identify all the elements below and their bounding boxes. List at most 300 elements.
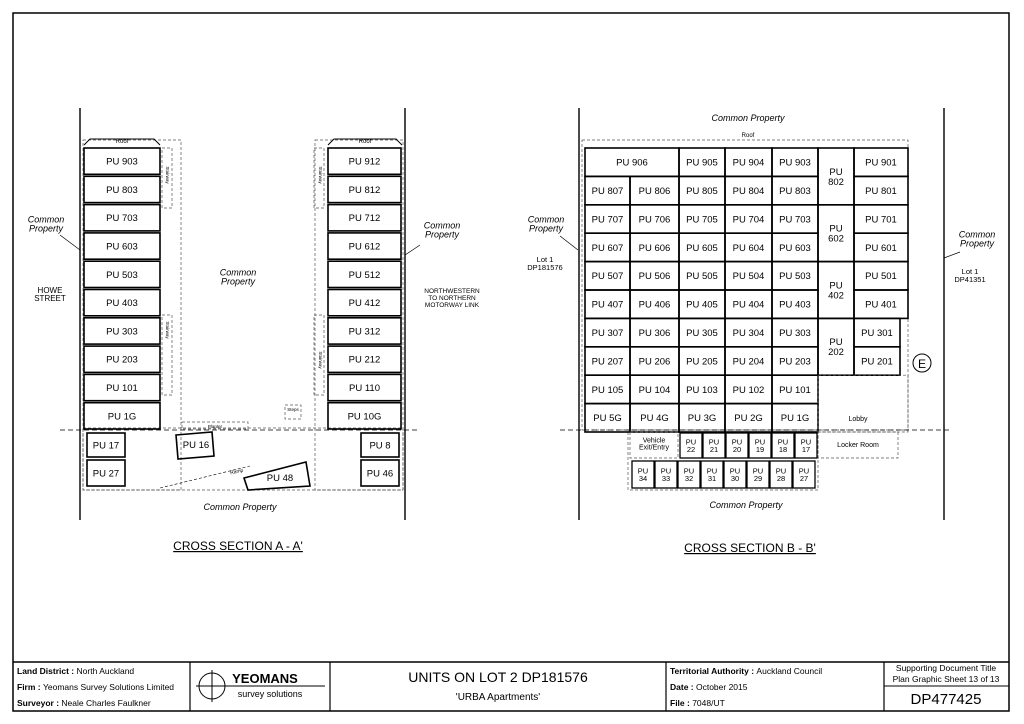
unit-b-pu-704-label: [733, 214, 765, 225]
unit-b-tall-0-label: [828, 167, 844, 188]
unit-b-rowg-1-label: [640, 413, 669, 424]
file-key: File :: [670, 698, 693, 708]
b-lot-left-line: Lot 1: [536, 255, 554, 265]
b-roof-label-line: Roof: [741, 133, 755, 139]
unit-pu-110-label: [349, 383, 380, 394]
parking-lower-6-label: [776, 466, 786, 483]
parking-lower-6-label-line: 28: [776, 474, 786, 484]
firm: [17, 682, 174, 692]
b-lot-right: [954, 267, 985, 284]
unit-b-pu-305-label-line: PU 305: [686, 328, 718, 340]
motorway-label-line: MOTORWAY LINK: [424, 301, 480, 309]
unit-b-tall-0-label-line: 802: [828, 176, 844, 188]
unit-pu-101-label: [106, 383, 138, 394]
unit-b-pu-301-label-line: PU 301: [861, 328, 893, 340]
unit-b-pu-407-label: [592, 300, 624, 311]
cross-section-b: [527, 108, 995, 555]
unit-pu-403-label: [106, 298, 138, 309]
stairway-label-2-line: Stairway: [318, 166, 323, 184]
unit-b-top-0-label: [616, 158, 648, 169]
file: [670, 698, 725, 708]
unit-b-pu-705-label-line: PU 705: [686, 214, 718, 226]
parking-lower-6-label-line: PU: [775, 466, 787, 476]
land-district: [17, 666, 134, 676]
unit-pu-101-label-line: PU 101: [106, 382, 138, 394]
unit-b-pu-304-label: [733, 328, 765, 339]
unit-b-top-4-label-line: PU 901: [865, 157, 897, 169]
leader-right: [405, 245, 420, 255]
section-a-caption-line: CROSS SECTION A - A': [173, 539, 303, 553]
unit-b-pu-207-label-line: PU 207: [591, 356, 624, 368]
unit-pu-612-label: [349, 241, 381, 252]
parking-upper-4-label: [778, 437, 788, 454]
unit-b-rowg-4-label-line: PU 1G: [780, 413, 810, 425]
unit-b-pu-205-label: [686, 356, 718, 367]
unit-pu-312-label-line: PU 312: [348, 326, 381, 338]
unit-b-pu-203-label-line: PU 203: [779, 356, 811, 368]
b-common-top-line: Common Property: [711, 113, 785, 123]
unit-b-pu-804-label: [733, 186, 765, 197]
unit-b-pu-307-label: [592, 328, 624, 339]
unit-pu-903-label-line: PU 903: [106, 156, 138, 168]
unit-pu-803-label: [106, 185, 138, 196]
unit-b-pu-406-label: [639, 300, 671, 311]
surveyor-key: Surveyor :: [17, 698, 62, 708]
unit-b-pu-705-label: [686, 214, 718, 225]
logo-sub-line: survey solutions: [237, 689, 303, 699]
easement-label: [918, 357, 926, 371]
land-district-value: North Auckland: [76, 666, 135, 676]
ramp-label-line: Ramp: [229, 467, 244, 477]
unit-pu-812-label-line: PU 812: [348, 184, 381, 196]
parking-upper-3-label-line: 19: [755, 445, 765, 455]
cross-section-a: [28, 108, 480, 553]
unit-b-top-3-label-line: PU 903: [779, 157, 811, 169]
roof-right-label-line: Roof: [358, 139, 372, 145]
unit-pu-8-label: [369, 440, 390, 451]
unit-pu-503-label-line: PU 503: [106, 269, 138, 281]
unit-b-pu-707-label: [592, 214, 624, 225]
unit-b-row1-2-label-line: PU 103: [686, 384, 718, 396]
unit-b-pu-601-label-line: PU 601: [865, 242, 897, 254]
parking-upper-2-label-line: PU: [731, 437, 743, 447]
unit-b-pu-404-label: [733, 300, 765, 311]
vehicle-label: [639, 437, 669, 451]
b-leader-left: [560, 236, 578, 250]
unit-b-tall-0-label-line: PU: [829, 166, 843, 178]
unit-pu-512-label: [349, 270, 381, 281]
parking-lower-7-label-line: PU: [798, 466, 810, 476]
unit-b-pu-205-label-line: PU 205: [686, 356, 718, 368]
unit-pu-48-label-line: PU 48: [266, 473, 294, 484]
b-common-bottom-line: Common Property: [709, 500, 783, 510]
parking-upper-5-label-line: 17: [801, 445, 811, 455]
unit-pu-803-label-line: PU 803: [106, 184, 138, 196]
parking-upper-5-label: [801, 437, 811, 454]
unit-b-pu-801-label: [865, 186, 897, 197]
unit-pu-212-label: [349, 355, 381, 366]
common-property-center-line: Property: [220, 276, 256, 287]
unit-b-pu-207-label: [592, 356, 624, 367]
doc-title-line: Supporting Document Title: [895, 663, 997, 673]
unit-b-pu-806-label: [639, 186, 671, 197]
unit-b-tall-3-label: [828, 337, 844, 358]
unit-pu-403-label-line: PU 403: [106, 298, 138, 310]
unit-b-pu-401-label-line: PU 401: [865, 299, 897, 311]
unit-pu-612-label-line: PU 612: [348, 241, 381, 253]
roof-right-label: [359, 139, 372, 145]
b-common-left-line: Property: [528, 223, 564, 234]
stairway-label-0-line: Stairway: [165, 166, 170, 184]
b-lot-right-line: Lot 1: [961, 267, 979, 277]
howe-street-label: [34, 286, 66, 303]
parking-lower-4-label: [730, 466, 740, 483]
unit-b-pu-503-label: [779, 271, 811, 282]
date: [670, 682, 748, 692]
unit-b-pu-406-label-line: PU 406: [638, 299, 671, 311]
unit-b-pu-403-label-line: PU 403: [779, 299, 811, 311]
parking-lower-5-label: [753, 466, 763, 483]
unit-b-pu-805-label: [686, 186, 718, 197]
common-property-left-line: Common: [27, 214, 65, 225]
parking-upper-3-label-line: PU: [754, 437, 766, 447]
unit-b-pu-206-label-line: PU 206: [638, 356, 671, 368]
unit-b-pu-506-label: [639, 271, 671, 282]
unit-pu-10g-label: [348, 411, 382, 422]
parking-lower-0-label: [638, 466, 648, 483]
unit-b-pu-504-label-line: PU 504: [732, 271, 765, 283]
unit-pu-503-label: [106, 270, 138, 281]
unit-pu-27-label-line: PU 27: [92, 468, 120, 480]
b-common-right: [959, 229, 996, 248]
unit-b-pu-206-label: [639, 356, 671, 367]
unit-b-top-0-label-line: PU 906: [616, 157, 648, 169]
b-common-bottom: [709, 500, 783, 510]
unit-b-pu-204-label: [733, 356, 765, 367]
unit-b-pu-605-label: [686, 243, 718, 254]
unit-b-pu-504-label: [733, 271, 765, 282]
parking-lower-0-label-line: 34: [638, 474, 648, 484]
unit-pu-812-label: [349, 185, 381, 196]
doc-title: [896, 663, 996, 673]
logo-sub: [238, 689, 303, 699]
common-property-left-line: Property: [28, 223, 64, 234]
motorway-label-line: NORTHWESTERN: [424, 288, 480, 296]
motorway-label-line: TO NORTHERN: [428, 295, 476, 302]
unit-b-pu-704-label-line: PU 704: [732, 214, 765, 226]
steps-label-line: Steps: [287, 407, 299, 412]
parking-lower-1-label-line: 33: [661, 474, 671, 484]
unit-pu-10g-label-line: PU 10G: [347, 411, 382, 423]
unit-pu-412-label-line: PU 412: [348, 298, 381, 310]
unit-b-top-1-label-line: PU 905: [686, 157, 718, 169]
title-block: [13, 662, 1009, 711]
unit-b-pu-301-label: [861, 328, 893, 339]
unit-b-pu-607-label-line: PU 607: [591, 242, 624, 254]
parking-lower-3-label-line: PU: [706, 466, 718, 476]
unit-b-pu-507-label: [592, 271, 624, 282]
parking-upper-2-label-line: 20: [732, 445, 742, 455]
common-property-center-line: Common: [219, 267, 257, 278]
ramp-label: [230, 468, 245, 477]
unit-b-row1-0-label: [592, 385, 624, 396]
common-property-center: [220, 267, 257, 286]
land-district-key: Land District :: [17, 666, 77, 676]
planter-label-line: Planter: [207, 424, 223, 429]
unit-b-rowg-2-label: [688, 413, 717, 424]
unit-b-pu-503-label-line: PU 503: [779, 271, 811, 283]
section-b-caption: [684, 541, 816, 555]
unit-b-pu-204-label-line: PU 204: [732, 356, 765, 368]
unit-b-pu-607-label: [592, 243, 624, 254]
roof-left-label: [116, 139, 129, 145]
parking-upper-4-label-line: 18: [778, 445, 788, 455]
parking-upper-4-label-line: PU: [777, 437, 789, 447]
unit-b-pu-505-label: [686, 271, 718, 282]
firm-value: Yeomans Survey Solutions Limited: [42, 682, 175, 692]
unit-b-pu-804-label-line: PU 804: [732, 186, 765, 198]
unit-b-pu-307-label-line: PU 307: [591, 328, 624, 340]
unit-b-pu-404-label-line: PU 404: [732, 299, 765, 311]
date-value: October 2015: [695, 682, 748, 692]
parking-upper-1-label: [709, 437, 719, 454]
parking-upper-2-label: [732, 437, 742, 454]
unit-pu-412-label: [349, 298, 381, 309]
vehicle-label-line: Vehicle: [642, 437, 666, 445]
parking-lower-2-label-line: PU: [683, 466, 695, 476]
unit-b-pu-305-label: [686, 328, 718, 339]
common-property-right: [424, 220, 461, 239]
unit-b-tall-2-label-line: 402: [828, 290, 844, 302]
stairway-label-3-line: Stairway: [318, 351, 323, 369]
b-lot-right-line: DP41351: [954, 274, 986, 284]
unit-b-tall-3-label-line: 202: [828, 347, 844, 359]
unit-b-pu-401-label: [865, 300, 897, 311]
locker-room-label: [837, 442, 879, 449]
parking-upper-0-label-line: 22: [686, 445, 696, 455]
b-lot-left-line: DP181576: [527, 262, 563, 272]
unit-b-pu-601-label: [865, 243, 897, 254]
unit-pu-48-label: [267, 473, 293, 484]
unit-b-rowg-0-label-line: PU 5G: [593, 413, 622, 425]
unit-pu-17-label-line: PU 17: [92, 440, 120, 452]
parking-lower-5-label-line: PU: [752, 466, 764, 476]
basement-envelope: [83, 428, 403, 490]
unit-b-row1-1-label-line: PU 104: [638, 384, 671, 396]
unit-b-row1-3-label-line: PU 102: [732, 384, 765, 396]
plan-title: [408, 669, 588, 685]
parking-lower-5-label-line: 29: [753, 474, 763, 484]
logo-name: [232, 671, 298, 686]
unit-b-rowg-3-label: [734, 413, 763, 424]
easement-label-line: E: [917, 357, 927, 371]
unit-pu-703-label-line: PU 703: [106, 213, 138, 225]
unit-b-pu-701-label-line: PU 701: [865, 214, 897, 226]
howe-street-label-line: HOWE: [37, 285, 63, 295]
stairway-label-1-line: Stairway: [165, 321, 170, 339]
unit-b-pu-407-label-line: PU 407: [591, 299, 624, 311]
unit-b-pu-606-label-line: PU 606: [638, 242, 671, 254]
b-common-left: [528, 214, 565, 233]
unit-b-top-2-label-line: PU 904: [732, 157, 765, 169]
unit-b-row1-4-label-line: PU 101: [779, 384, 811, 396]
unit-b-pu-201-label-line: PU 201: [861, 356, 893, 368]
unit-b-pu-806-label-line: PU 806: [638, 186, 671, 198]
unit-b-pu-706-label: [639, 214, 671, 225]
section-a-caption: [173, 539, 303, 553]
b-common-top: [711, 113, 785, 123]
unit-pu-203-label-line: PU 203: [106, 354, 138, 366]
unit-b-pu-303-label-line: PU 303: [779, 328, 811, 340]
firm-key: Firm :: [17, 682, 43, 692]
common-property-bottom: [203, 502, 277, 512]
unit-pu-27-label: [93, 468, 119, 479]
unit-b-top-2-label: [733, 158, 765, 169]
unit-pu-603-label-line: PU 603: [106, 241, 138, 253]
unit-b-pu-501-label-line: PU 501: [865, 271, 897, 283]
unit-b-pu-605-label-line: PU 605: [686, 242, 718, 254]
unit-b-tall-1-label-line: 602: [828, 233, 844, 245]
unit-b-pu-606-label: [639, 243, 671, 254]
unit-pu-46-label: [367, 468, 393, 479]
logo-name-line: YEOMANS: [232, 671, 298, 686]
territorial-authority: [670, 666, 822, 676]
sheet-note-line: Plan Graphic Sheet 13 of 13: [892, 674, 1000, 684]
unit-b-pu-506-label-line: PU 506: [638, 271, 671, 283]
unit-b-rowg-4-label: [781, 413, 810, 424]
steps-label: [287, 407, 299, 412]
unit-b-pu-701-label: [865, 214, 897, 225]
parking-lower-7-label: [799, 466, 809, 483]
stairway-label-0: [165, 166, 170, 184]
unit-pu-203-label: [106, 355, 138, 366]
unit-b-pu-306-label: [639, 328, 671, 339]
parking-lower-2-label: [684, 466, 694, 483]
planter-label: [208, 424, 223, 429]
parking-lower-3-label-line: 31: [707, 474, 717, 484]
unit-b-pu-603-label: [779, 243, 811, 254]
common-property-bottom-line: Common Property: [203, 502, 277, 512]
unit-b-pu-203-label: [779, 356, 811, 367]
unit-b-pu-507-label-line: PU 507: [591, 271, 624, 283]
b-roof-label: [742, 133, 755, 139]
parking-upper-0-label-line: PU: [685, 437, 697, 447]
parking-lower-7-label-line: 27: [799, 474, 809, 484]
plan-subtitle-line: 'URBA Apartments': [455, 692, 541, 703]
unit-b-pu-405-label-line: PU 405: [686, 299, 718, 311]
unit-pu-512-label-line: PU 512: [348, 269, 381, 281]
stairway-label-1: [165, 321, 170, 339]
date-key: Date :: [670, 682, 696, 692]
unit-pu-303-label-line: PU 303: [106, 326, 138, 338]
unit-b-pu-603-label-line: PU 603: [779, 242, 811, 254]
parking-lower-0-label-line: PU: [637, 466, 649, 476]
unit-pu-912-label-line: PU 912: [348, 156, 381, 168]
unit-b-row1-0-label-line: PU 105: [591, 384, 624, 396]
stairway-label-3: [318, 351, 323, 369]
unit-pu-1g-label: [108, 411, 137, 422]
parking-upper-0-label: [686, 437, 696, 454]
locker-room-label-line: Locker Room: [837, 442, 879, 449]
b-lot-left: [527, 255, 562, 272]
sheet-border: [13, 13, 1009, 711]
unit-b-rowg-2-label-line: PU 3G: [687, 413, 717, 425]
unit-pu-712-label-line: PU 712: [348, 213, 381, 225]
unit-b-pu-201-label: [861, 356, 893, 367]
plan-subtitle: [456, 692, 541, 703]
howe-street-label-line: STREET: [34, 294, 66, 304]
unit-b-pu-807-label-line: PU 807: [591, 186, 624, 198]
territorial-authority-value: Auckland Council: [756, 666, 823, 676]
surveyor-value: Neale Charles Faulkner: [61, 698, 151, 708]
lobby-label: [848, 416, 868, 423]
b-common-left-line: Common: [527, 214, 565, 225]
unit-b-pu-403-label: [779, 300, 811, 311]
unit-b-tall-3-label-line: PU: [829, 337, 843, 349]
plan-number-line: DP477425: [910, 691, 982, 708]
unit-b-pu-304-label-line: PU 304: [732, 328, 765, 340]
unit-b-pu-306-label-line: PU 306: [638, 328, 671, 340]
unit-b-pu-807-label: [592, 186, 624, 197]
unit-b-tall-2-label-line: PU: [829, 280, 843, 292]
unit-b-tall-1-label-line: PU: [829, 223, 843, 235]
unit-b-pu-703-label: [779, 214, 811, 225]
unit-pu-17-label: [93, 440, 119, 451]
unit-pu-46-label-line: PU 46: [366, 468, 394, 480]
unit-b-pu-803-label-line: PU 803: [779, 186, 811, 198]
unit-b-pu-604-label-line: PU 604: [732, 242, 765, 254]
unit-b-pu-405-label: [686, 300, 718, 311]
unit-b-rowg-0-label: [593, 413, 622, 424]
sheet-note: [893, 674, 1000, 684]
unit-b-pu-303-label: [779, 328, 811, 339]
unit-pu-712-label: [349, 213, 381, 224]
stairway-label-2: [318, 166, 323, 184]
unit-b-rowg-1-label-line: PU 4G: [640, 413, 669, 425]
unit-b-pu-801-label-line: PU 801: [865, 186, 897, 198]
unit-pu-912-label: [349, 157, 381, 168]
unit-pu-16-label-line: PU 16: [182, 440, 210, 451]
parking-lower-1-label: [661, 466, 671, 483]
section-b-caption-line: CROSS SECTION B - B': [684, 541, 816, 555]
unit-b-rowg-3-label-line: PU 2G: [734, 413, 763, 425]
parking-upper-1-label-line: 21: [709, 445, 719, 455]
parking-lower-1-label-line: PU: [660, 466, 672, 476]
unit-b-pu-604-label: [733, 243, 765, 254]
unit-pu-16-label: [183, 440, 209, 451]
unit-b-pu-706-label-line: PU 706: [638, 214, 671, 226]
parking-upper-1-label-line: PU: [708, 437, 720, 447]
common-property-right-line: Common: [423, 220, 461, 231]
unit-pu-8-label-line: PU 8: [369, 440, 391, 452]
leader-left: [60, 235, 80, 250]
unit-b-row1-2-label: [686, 385, 718, 396]
lobby-area: [818, 375, 908, 432]
unit-b-pu-505-label-line: PU 505: [686, 271, 718, 283]
unit-b-row1-1-label: [639, 385, 671, 396]
unit-b-row1-4-label: [779, 385, 811, 396]
parking-lower-4-label-line: PU: [729, 466, 741, 476]
unit-b-pu-707-label-line: PU 707: [591, 214, 624, 226]
b-common-right-line: Property: [959, 238, 995, 249]
unit-b-pu-501-label: [865, 271, 897, 282]
parking-lower-4-label-line: 30: [730, 474, 740, 484]
motorway-label: [424, 288, 480, 309]
unit-pu-303-label: [106, 326, 138, 337]
parking-lower-3-label: [707, 466, 717, 483]
unit-b-top-1-label: [686, 158, 718, 169]
roof-left-label-line: Roof: [115, 139, 129, 145]
